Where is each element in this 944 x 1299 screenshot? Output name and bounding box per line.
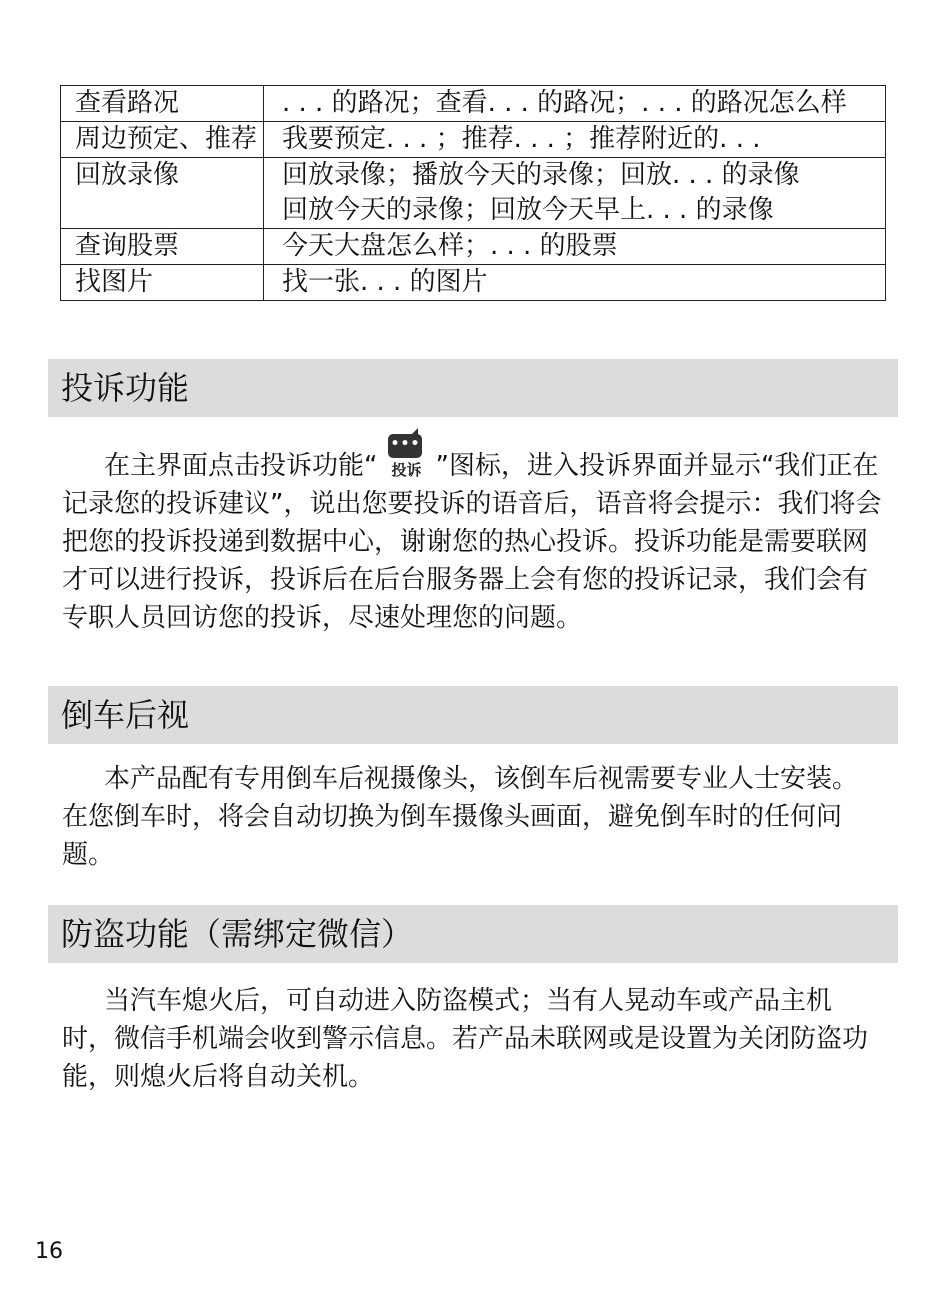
complaint-icon-label: 投诉: [391, 461, 422, 479]
reverse-section-title: 倒车后视: [48, 686, 898, 744]
complaint-text-start: 在主界面点击投诉功能“: [104, 451, 378, 481]
phrase-line: 找一张. . . 的图片: [282, 267, 488, 297]
antitheft-paragraph: [62, 982, 882, 1096]
antitheft-text: 当汽车熄火后，可自动进入防盗模式；当有人晃动车或产品主机时，微信手机端会收到警示信息。若产品未联网或是设置为关闭防盗功能，则熄火后将自动关机。: [62, 986, 869, 1092]
page-number: 16: [35, 1239, 63, 1264]
table-row: [61, 86, 886, 122]
complaint-section-title: 投诉功能: [48, 359, 898, 417]
table-row: [61, 122, 886, 158]
phrase-line: 我要预定. . . ；推荐. . . ；推荐附近的. . .: [282, 124, 761, 154]
phrases-cell: [264, 229, 886, 265]
complaint-icon: [381, 434, 431, 482]
table-row: [61, 265, 886, 301]
function-cell: 查看路况: [61, 86, 264, 122]
phrase-line: 回放录像；播放今天的录像；回放. . . 的录像: [282, 160, 800, 190]
table-row: [61, 229, 886, 265]
phrases-cell: [264, 122, 886, 158]
phrases-cell: [264, 265, 886, 301]
complaint-text-rest: ”图标，进入投诉界面并显示“我们正在记录您的投诉建议”，说出您要投诉的语音后，语音将会提示：我们将会把您的投诉投递到数据中心，谢谢您的热心投诉。投诉功能是需要联网才可以进行投诉，投诉后在后台服务器上会有您的投诉记录，我们会有专职人员回访您的投诉，尽速处理您的问题。: [62, 451, 882, 633]
function-cell: 找图片: [61, 265, 264, 301]
phrase-line: 回放今天的录像；回放今天早上. . . 的录像: [282, 195, 774, 225]
speech-bubble-icon: [388, 434, 422, 458]
function-cell: 周边预定、推荐: [61, 122, 264, 158]
complaint-paragraph: [62, 434, 882, 637]
phrase-line: . . . 的路况；查看. . . 的路况；. . . 的路况怎么样: [282, 88, 847, 118]
antitheft-section-title: 防盗功能（需绑定微信）: [48, 905, 898, 963]
function-cell: 回放录像: [61, 158, 264, 229]
voice-command-table: [60, 85, 886, 301]
phrases-cell: [264, 158, 886, 229]
phrase-line: 今天大盘怎么样；. . . 的股票: [282, 231, 618, 261]
complaint-icon-dots: •••: [390, 436, 421, 452]
table-row: [61, 158, 886, 229]
reverse-text: 本产品配有专用倒车后视摄像头，该倒车后视需要专业人士安装。在您倒车时，将会自动切换为倒车摄像头画面，避免倒车时的任何问题。: [62, 764, 859, 870]
phrases-cell: [264, 86, 886, 122]
reverse-paragraph: [62, 760, 882, 874]
function-cell: 查询股票: [61, 229, 264, 265]
